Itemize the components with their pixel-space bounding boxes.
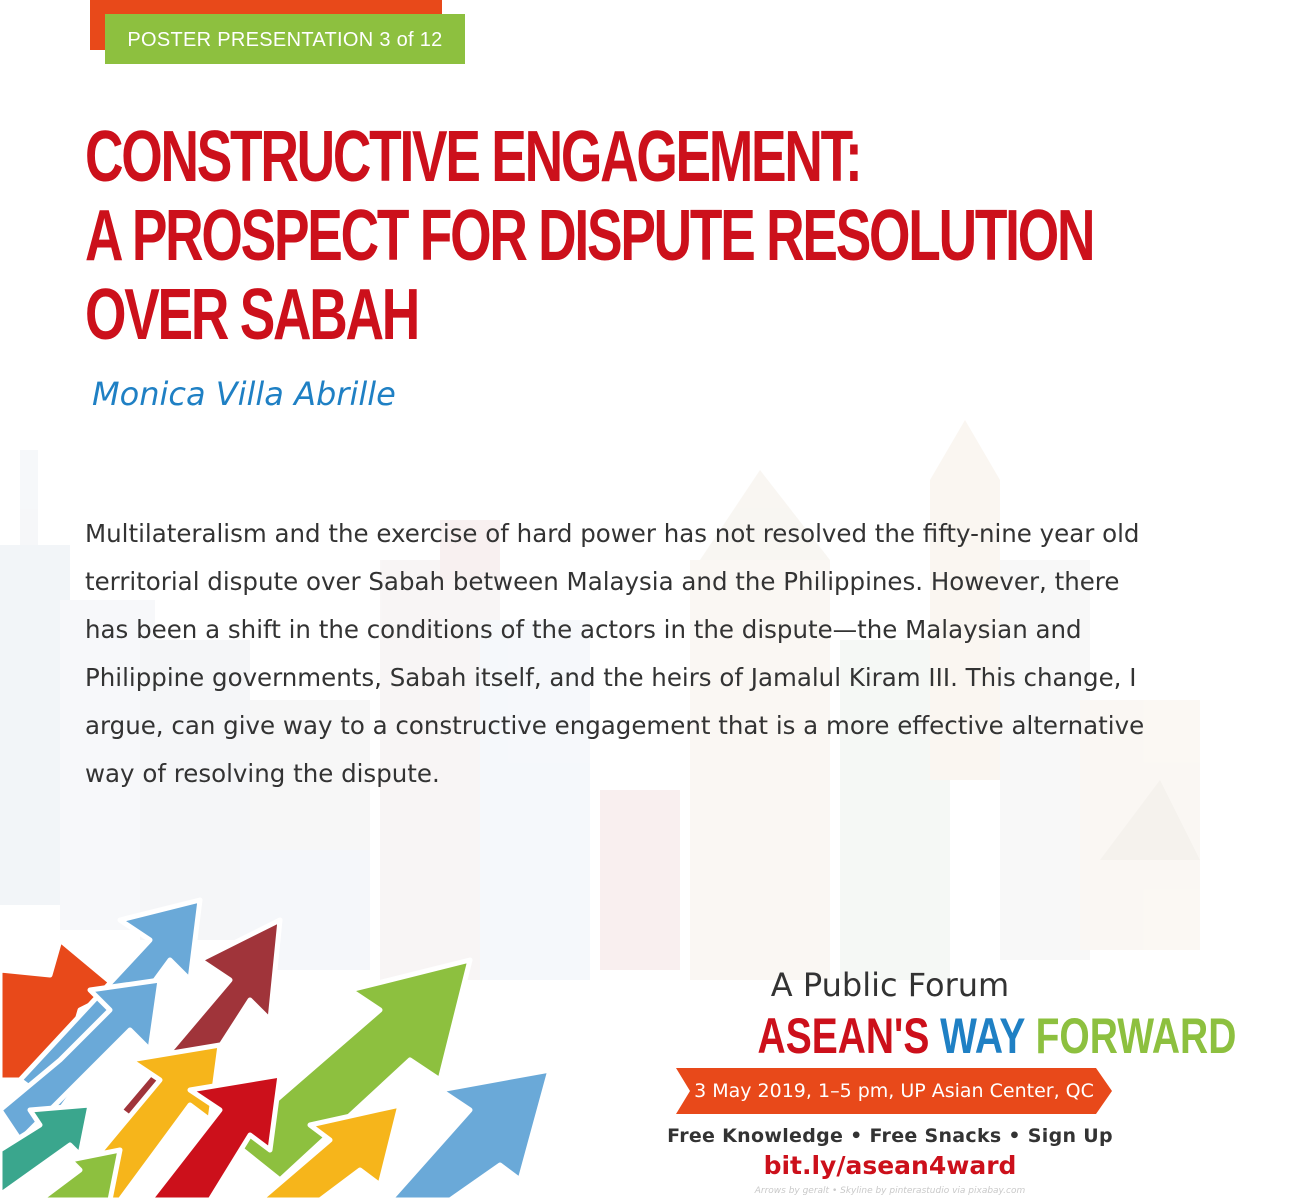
forum-label: A Public Forum xyxy=(770,966,1010,1004)
forum-title-part-1: ASEAN'S xyxy=(757,1008,930,1064)
abstract-text: Multilateralism and the exercise of hard power has not resolved the fifty-nine year old territorial dispute over Sabah between Malaysia and the Philippines. However, there has been a shift in the conditions of the actors in the dispute—the Malaysian and Philippine governments, Sabah itself, and the heirs of Jamalul Kiram III. This change, I argue, can give way to a constructive engagement that is a more effective alternative way of resolving the dispute. xyxy=(85,519,1145,788)
forum-title xyxy=(690,1008,1237,1064)
event-tagline: Free Knowledge • Free Snacks • Sign Up xyxy=(667,1125,1113,1147)
forum-title-part-2: WAY xyxy=(940,1008,1025,1064)
page-title xyxy=(85,118,1151,355)
title-line-1: CONSTRUCTIVE ENGAGEMENT: xyxy=(85,117,861,197)
event-details: 3 May 2019, 1–5 pm, UP Asian Center, QC xyxy=(694,1080,1094,1102)
colorful-arrows-illustration xyxy=(0,880,560,1200)
image-credit: Arrows by geralt • Skyline by pinterastudio via pixabay.com xyxy=(754,1186,1026,1196)
author-name: Monica Villa Abrille xyxy=(92,375,396,413)
title-line-3: OVER SABAH xyxy=(85,275,419,355)
signup-link[interactable]: bit.ly/asean4ward xyxy=(763,1151,1017,1180)
title-line-2: A PROSPECT FOR DISPUTE RESOLUTION xyxy=(85,196,1094,276)
presentation-badge: POSTER PRESENTATION 3 of 12 xyxy=(105,14,465,64)
forum-title-part-3: FORWARD xyxy=(1035,1008,1237,1064)
